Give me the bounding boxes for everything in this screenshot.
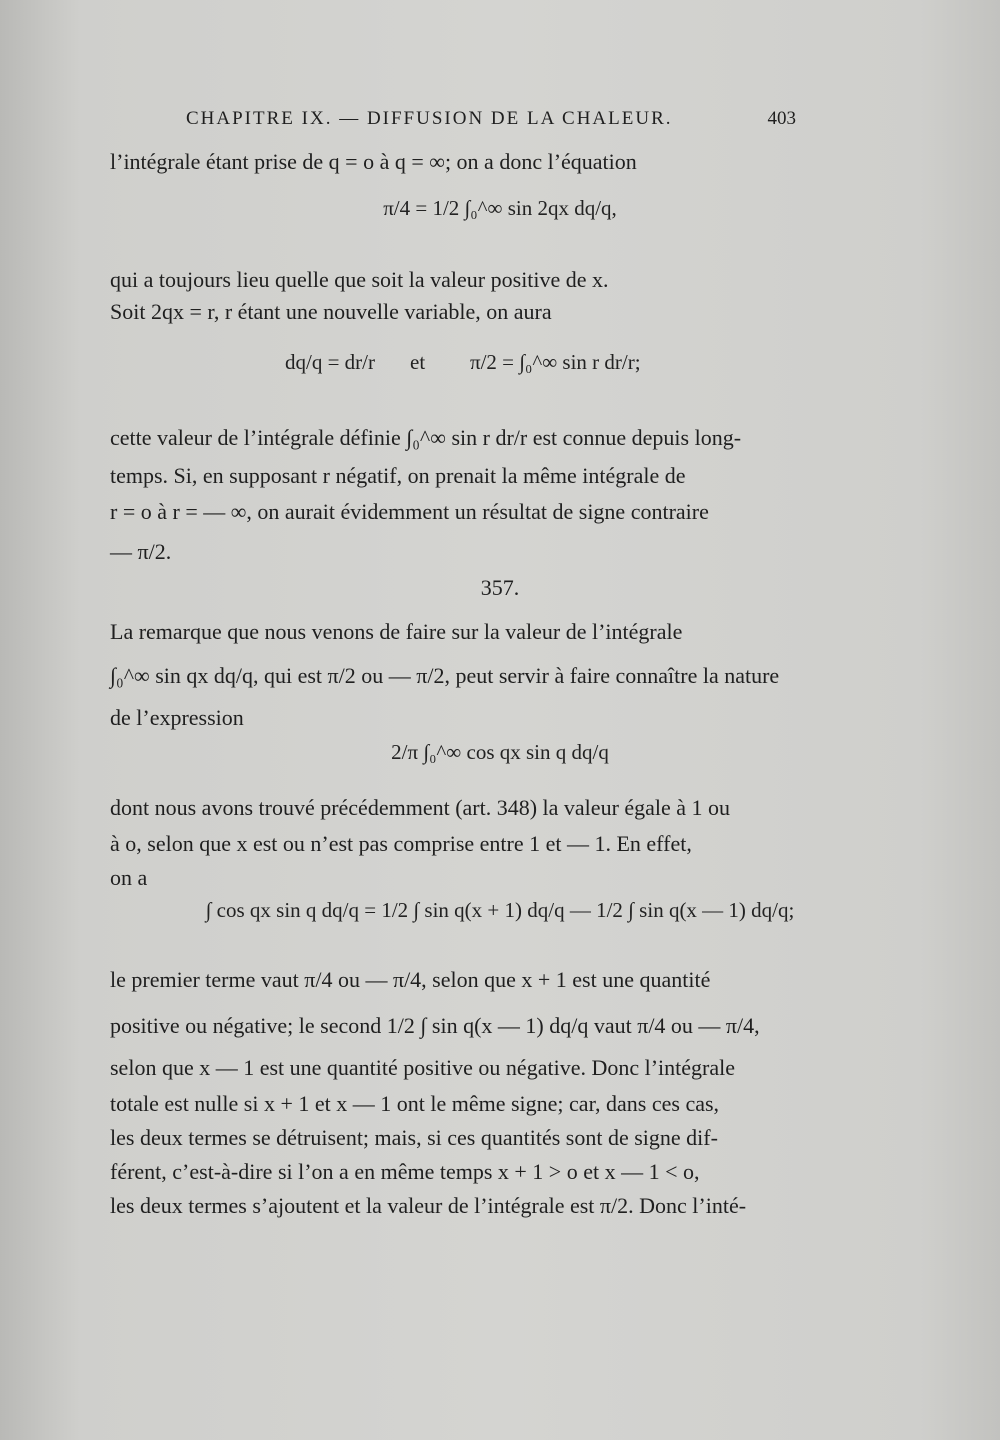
- text-line: on a: [110, 865, 148, 890]
- text-fragment: cette valeur de l’intégrale définie: [110, 425, 401, 450]
- text-line: les deux termes s’ajoutent et la valeur de l’intégrale est π/2. Donc l’inté-: [110, 1193, 747, 1218]
- text-line: l’intégrale étant prise de q = o à q = ∞; on a donc l’équation: [110, 149, 637, 174]
- equation-2a: dq/q = dr/r: [285, 350, 375, 374]
- text-line: selon que x — 1 est une quantité positive ou négative. Donc l’intégrale: [110, 1055, 736, 1080]
- text-line: La remarque que nous venons de faire sur la valeur de l’intégrale: [110, 619, 683, 644]
- text-line: totale est nulle si x + 1 et x — 1 ont le même signe; car, dans ces cas,: [110, 1091, 720, 1116]
- inline-integral: ∫₀^∞ sin r dr/r: [406, 425, 528, 450]
- running-header: [186, 108, 796, 130]
- text-line: dont nous avons trouvé précédemment (art. 348) la valeur égale à 1 ou: [110, 795, 731, 820]
- equation-4: ∫ cos qx sin q dq/q = 1/2 ∫ sin q(x + 1) dq/q — 1/2 ∫ sin q(x — 1) dq/q;: [205, 898, 795, 922]
- text-line: — π/2.: [110, 539, 172, 564]
- equation-1: π/4 = 1/2 ∫₀^∞ sin 2qx dq/q,: [383, 196, 617, 220]
- text-line: positive ou négative; le second 1/2 ∫ sin q(x — 1) dq/q vaut π/4 ou — π/4,: [110, 1013, 760, 1038]
- text-line: temps. Si, en supposant r négatif, on prenait la même intégrale de: [110, 463, 686, 488]
- text-line: férent, c’est-à-dire si l’on a en même temps x + 1 > o et x — 1 < o,: [110, 1159, 700, 1184]
- text-line: qui a toujours lieu quelle que soit la valeur positive de x.: [110, 267, 609, 292]
- equation-3: 2/π ∫₀^∞ cos qx sin q dq/q: [391, 740, 609, 764]
- page-number: 403: [767, 108, 796, 129]
- equation-2-et: et: [410, 350, 426, 374]
- equation-2b: π/2 = ∫₀^∞ sin r dr/r;: [470, 350, 641, 374]
- section-number: 357.: [480, 575, 520, 600]
- text-line: de l’expression: [110, 705, 244, 730]
- text-line: r = o à r = — ∞, on aurait évidemment un résultat de signe contraire: [110, 499, 709, 524]
- text-fragment: est connue depuis long-: [532, 425, 742, 450]
- chapter-title: CHAPITRE IX. — DIFFUSION DE LA CHALEUR.: [186, 108, 673, 129]
- text-line: ∫₀^∞ sin qx dq/q, qui est π/2 ou — π/2, peut servir à faire connaître la nature: [110, 663, 780, 688]
- text-line: le premier terme vaut π/4 ou — π/4, selon que x + 1 est une quantité: [110, 967, 711, 992]
- text-line: les deux termes se détruisent; mais, si ces quantités sont de signe dif-: [110, 1125, 718, 1150]
- text-line: [110, 420, 796, 456]
- text-line: à o, selon que x est ou n’est pas comprise entre 1 et — 1. En effet,: [110, 831, 692, 856]
- text-line: Soit 2qx = r, r étant une nouvelle variable, on aura: [110, 299, 552, 324]
